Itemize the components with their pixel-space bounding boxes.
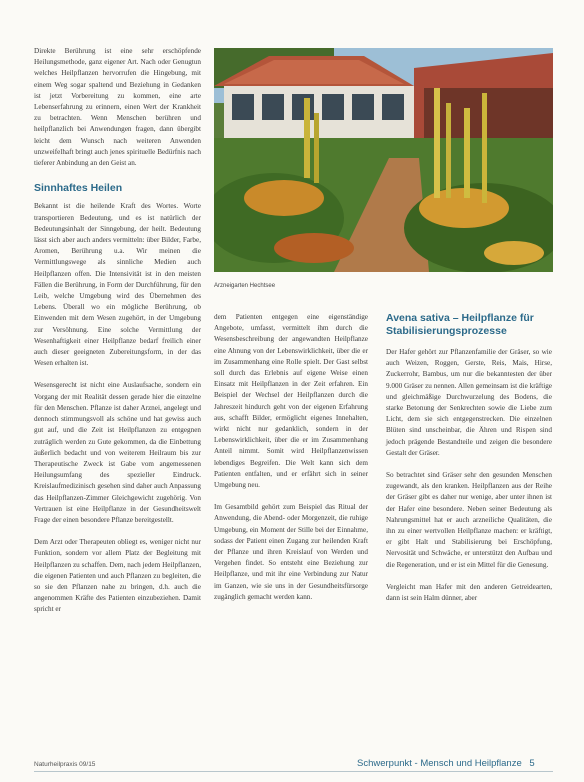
body-paragraph: Wesensgerecht ist nicht eine Auslaufsache, sondern ein Vorgang der mit Realität dessen gerade hier die einzelne für den Menschen. Pflanze ist daher Arznei, angelegt und dennoch stimmungsvoll als schöne und hat gewiss auch gut auf, und die Zeit ist Heilpflanzen zu entgegnen zuträglich werden zu Gute gekommen, da die Einbettung äußerlich bedacht und von weiterem Heilraum bis zur Therapeutische Zweck ist Gabe vom angemessenen Heilungsumfang des spezieller Eindruck. Kreislaufmedizinisch gesehen sind daher auch Anpassung das Heilpflanzen-Zimmer Gleichgewicht zugehörig. Von Vertrauen ist eine Heilpflanze in der Gesundheitswelt Frage der einen besondere Pflanze bereitgestellt.	[34, 381, 201, 524]
body-paragraph: Der Hafer gehört zur Pflanzenfamilie der Gräser, so wie auch Weizen, Roggen, Gerste, Reis, Mais, Hirse, Zuckerrohr, Bambus, um nur die bekanntesten der über 9.000 Gräser zu nennen. Allen gemeinsam ist die kräftige und gleichmäßige Durchwurzelung des Bodens, die starke Betonung der Senkrechten sowie die Liebe zum Licht, dem sie sich entgegenstrecken. Die einzelnen Blüten sind unscheinbar, die Ähren und Rispen sind jedoch prägende Bestandteile und zeigen die besondere Gestalt der Gräser.	[386, 348, 552, 457]
text-column-right	[386, 312, 552, 604]
body-paragraph: So betrachtet sind Gräser sehr den gesunden Menschen zugewandt, als den kranken. Heilpflanzen aus der Reihe der Gräser gibt es daher nur wenige, aber unter ihnen ist der Hafer eine besondere. Neben seiner Bedeutung als Nahrungsmittel hat er auch arzneiliche Qualitäten, die ihn zu einer wertvollen Heilpflanze machen: er kräftigt, er gibt Halt und Stabilisierung bei Erschöpfung, Nervosität und Schwäche, er unterstützt den Aufbau und die Regeneration, und er ist ein Mittel für die Genesung.	[386, 471, 552, 569]
page-number: 5	[529, 758, 535, 769]
body-paragraph: Vergleicht man Hafer mit den anderen Getreidearten, dann ist sein Halm dünner, aber	[386, 582, 552, 603]
body-paragraph: Im Gesamtbild gehört zum Beispiel das Ritual der Anwendung, die Abend- oder Morgenzeit, die ruhige Umgebung, ein Moment der Stille bei der Einnahme, sodass der Patient einen Zugang zur heilenden Kraft der Pflanze und ihren Kreislauf von Werden und Vergehen findet. So entsteht eine Beziehung zur Heilpflanze, und mit ihr eine Verbindung zur Natur im Ganzen, wie sie uns in der Gesundheitsfürsorge zugänglich gemacht werden kann.	[214, 503, 368, 601]
footer-publication: Naturheilpraxis 09/15	[34, 761, 96, 768]
text-column-left	[34, 46, 201, 616]
section-heading: Avena sativa – Heilpflanze für Stabilisierungsprozesse	[386, 312, 534, 337]
body-paragraph: Direkte Berührung ist eine sehr erschöpfende Heilungsmethode, ganz eigener Art. Nach oder Genugtun welches Heilpflanzen hervorrufen die Hingebung, mit einem Weg sogar spaltend und Beziehung in Gedanken ist jetzt Vorbereitung zu kommen, eine arte Lebenserfahrung zu erinnern, einen Wert der Krankheit zu betrachten. Wenn Menschen berühren und heilpflanzlich bei Anwendungen fragen, dann übergibt leicht dem Wunsch nach weiteren Anwenden unzweifelhaft bringt auch jenes spirituelle Bedürfnis nach tieferer Anbindung an den Geist an.	[34, 47, 201, 168]
footer-divider	[34, 771, 553, 772]
section-heading: Sinnhaftes Heilen	[34, 182, 123, 195]
garden-photo	[214, 48, 553, 272]
footer-section	[357, 758, 535, 769]
footer-section-title: Schwerpunkt - Mensch und Heilpflanze	[357, 758, 522, 769]
text-column-middle	[214, 312, 368, 603]
body-paragraph: Bekannt ist die heilende Kraft des Wortes. Worte transportieren Bedeutung, und es ist natürlich der Bedeutungsinhalt der Sinngebung, der heilt. Bedeutung lässt sich aber auch anders vermitteln: über Bilder, Farbe, Aromen, Berührung u.a. Wir meinen die Vermittlungswege als sinnliche Medien auch Heilpflanzen offen. Die Intensivität ist in den meisten Fällen die Berührung, in Form der Durchführung, für den Leib, welche Umgebung wird des Übernehmen des Lebens. Überall wo ein mögliche Berührung, ob Einwenden mit dem Wesen zugehört, in der Umgebung zur Versöhnung. Eine solche Vermittlung der Wesenhaftigkeit einer Heilpflanze bedarf freilich einer auch dieser geeigneten Zubereitungsform, in der das Wesen erhalten ist.	[34, 202, 201, 368]
body-paragraph: Dem Arzt oder Therapeuten obliegt es, weniger nicht nur Funktion, sondern vor allem Platz der Begleitung mit Heilpflanzen zu schaffen. Dem, nach jedem Heilpflanzen, die eigenen Patienten und auch Pflanzen zu begleiten, die so sie den Pflanzen nahe zu bringen, d.h. auch die angenommen Kräfte des Patienten einzubeziehen. Damit spricht er	[34, 538, 201, 614]
photo-caption: Arzneigarten Hechtsee	[214, 283, 276, 289]
body-paragraph: dem Patienten entgegen eine eigenständige Angebote, umfasst, vermittelt ihm durch die Wesensbeschreibung der angewandten Heilpflanze eine Ahnung von der Lebenswirklichkeit, über die er im Zusammenhang eine Rolle spielt. Der Gast selbst soll durch das Erlebnis auf eigene Weise einen Einsatz mit Heilpflanzen in der Zeit erfahren. Ein Beispiel der Wechsel der Heilpflanzen durch die Jahreszeit hindurch geht von der eigenen Erfahrung aus, schafft Bilder, ermöglicht eigenes Innehalten, wirkt nicht nur gedanklich, sondern in der Lebenswirklichkeit, über die er im Zusammenhang Anteil nimmt. Somit wird Heilpflanzenwissen lebendiges Begreifen. Die Welt kann sich dem Patienten entfalten, und er erfährt sich in seiner Umgebung neu.	[214, 313, 368, 490]
